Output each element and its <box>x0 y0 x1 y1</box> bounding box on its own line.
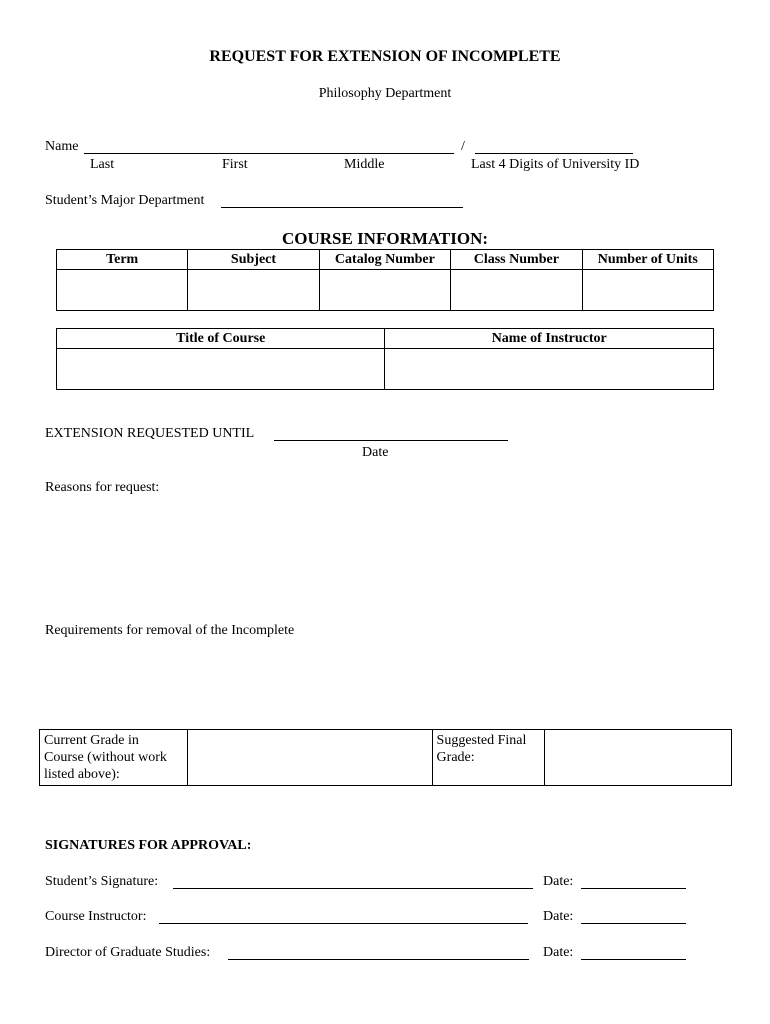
first-name-caption: First <box>222 157 248 172</box>
instructor-name-cell[interactable] <box>385 349 714 390</box>
units-cell[interactable] <box>582 270 713 311</box>
course-title-header: Title of Course <box>57 329 385 349</box>
director-date-field[interactable] <box>581 959 686 960</box>
major-department-field[interactable] <box>221 207 463 208</box>
suggested-grade-cell[interactable] <box>544 730 731 786</box>
instructor-signature-field[interactable] <box>159 923 528 924</box>
university-id-caption: Last 4 Digits of University ID <box>471 157 640 172</box>
grades-table <box>39 729 732 786</box>
director-date-label: Date: <box>543 945 574 960</box>
student-date-label: Date: <box>543 874 574 889</box>
course-info-table <box>56 249 714 311</box>
student-signature-label: Student’s Signature: <box>45 874 159 889</box>
course-title-table <box>56 328 714 390</box>
student-date-field[interactable] <box>581 888 686 889</box>
suggested-grade-label: Suggested Final Grade: <box>432 730 544 786</box>
term-header: Term <box>57 250 188 270</box>
catalog-number-header: Catalog Number <box>319 250 450 270</box>
university-id-field[interactable] <box>475 153 633 154</box>
extension-date-caption: Date <box>362 445 389 460</box>
major-department-label: Student’s Major Department <box>45 193 205 208</box>
catalog-number-cell[interactable] <box>319 270 450 311</box>
instructor-date-label: Date: <box>543 909 574 924</box>
subject-cell[interactable] <box>188 270 319 311</box>
instructor-name-header: Name of Instructor <box>385 329 714 349</box>
instructor-signature-label: Course Instructor: <box>45 909 147 924</box>
director-signature-label: Director of Graduate Studies: <box>45 945 211 960</box>
name-slash: / <box>461 139 465 154</box>
reasons-label: Reasons for request: <box>45 480 160 495</box>
class-number-cell[interactable] <box>451 270 582 311</box>
subject-header: Subject <box>188 250 319 270</box>
course-title-cell[interactable] <box>57 349 385 390</box>
name-field[interactable] <box>84 153 454 154</box>
current-grade-label: Current Grade in Course (without work listed above): <box>40 730 188 786</box>
units-header: Number of Units <box>582 250 713 270</box>
instructor-date-field[interactable] <box>581 923 686 924</box>
extension-date-field[interactable] <box>274 440 508 441</box>
extension-label: EXTENSION REQUESTED UNTIL <box>45 426 255 441</box>
signatures-heading: SIGNATURES FOR APPROVAL: <box>45 838 252 853</box>
current-grade-cell[interactable] <box>188 730 432 786</box>
form-title: REQUEST FOR EXTENSION OF INCOMPLETE <box>209 48 561 65</box>
department-subtitle: Philosophy Department <box>318 86 452 101</box>
term-cell[interactable] <box>57 270 188 311</box>
name-label: Name <box>45 139 79 154</box>
student-signature-field[interactable] <box>173 888 533 889</box>
middle-name-caption: Middle <box>344 157 385 172</box>
last-name-caption: Last <box>90 157 115 172</box>
requirements-label: Requirements for removal of the Incomplete <box>45 623 295 638</box>
class-number-header: Class Number <box>451 250 582 270</box>
director-signature-field[interactable] <box>228 959 529 960</box>
course-information-heading: COURSE INFORMATION: <box>281 229 489 248</box>
